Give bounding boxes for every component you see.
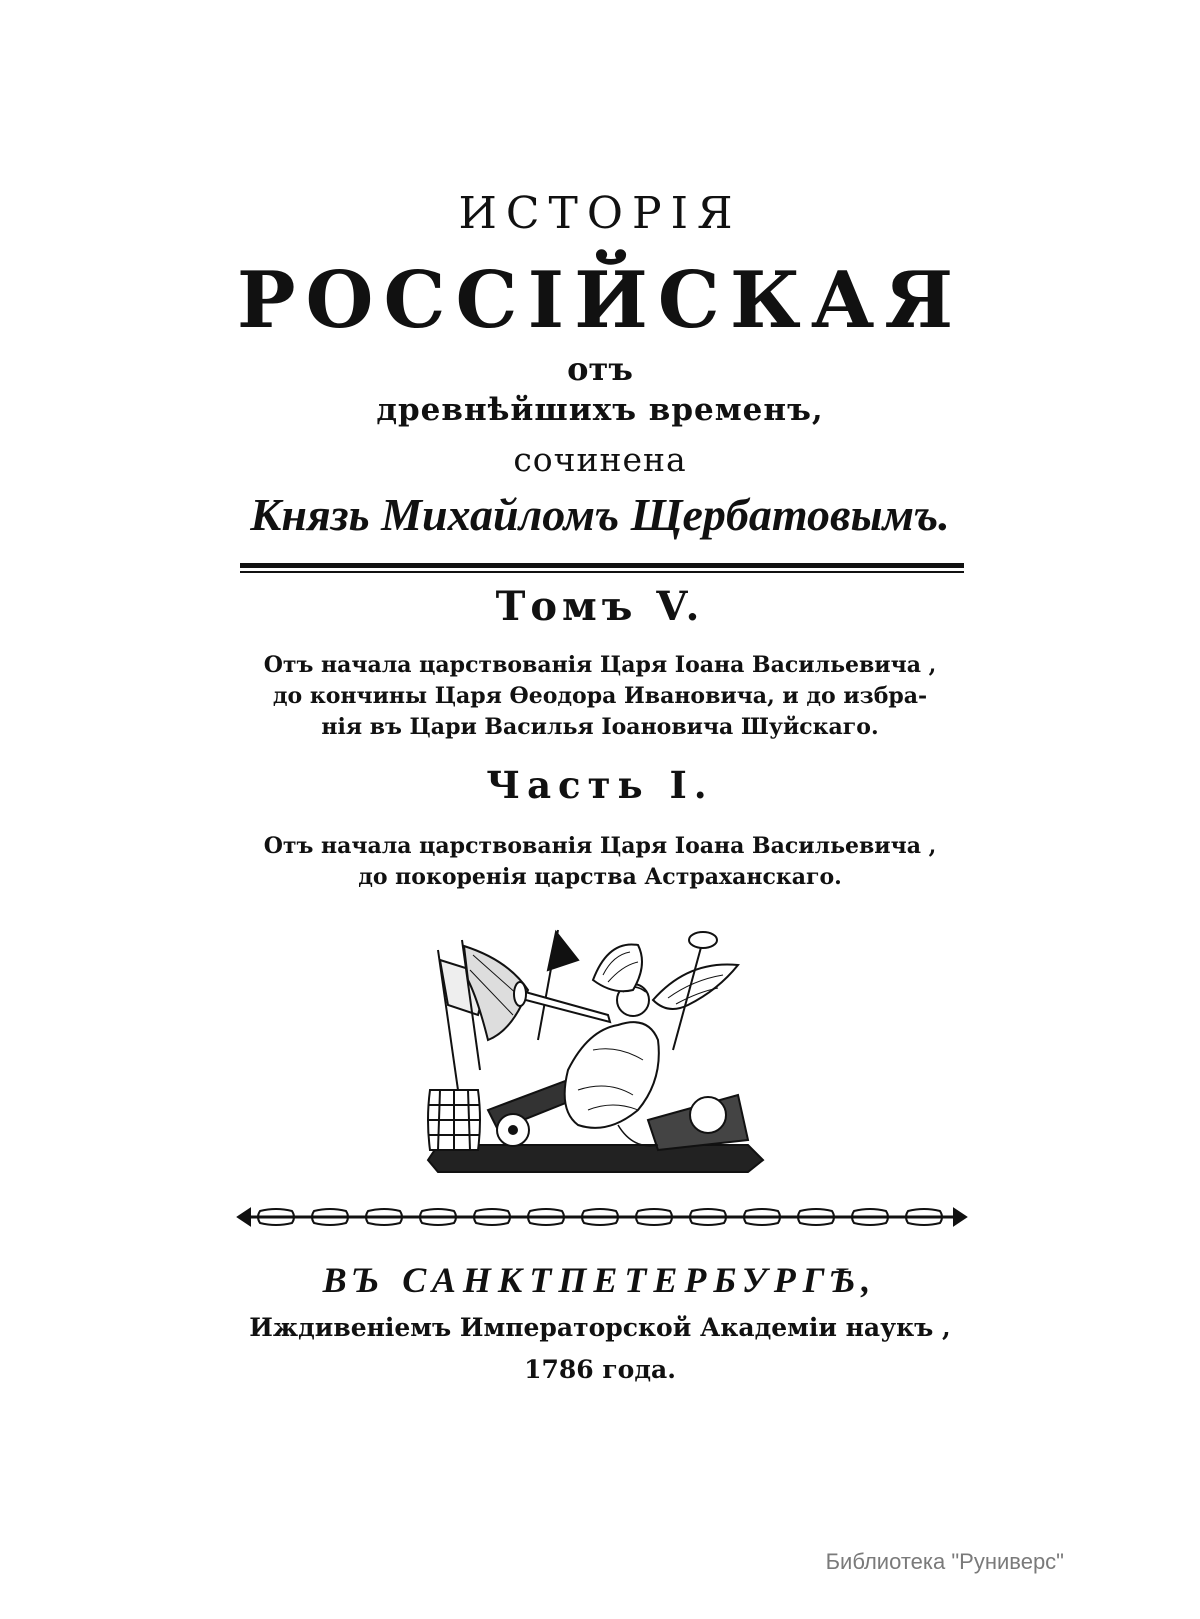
part-heading: Часть I. <box>486 763 714 807</box>
volume-heading: Томъ V. <box>495 583 705 630</box>
title-line-4: древнѣйшихъ временъ, <box>376 392 824 428</box>
imprint-place: ВЪ САНКТПЕТЕРБУРГѢ, <box>322 1260 878 1300</box>
title-line-1: ИСТОРІЯ <box>458 188 742 239</box>
part-desc-line-1: Отъ начала царствованія Царя Іоана Васильевича , <box>263 833 937 859</box>
imprint-year: 1786 года. <box>524 1355 676 1384</box>
volume-desc-line-3: нія въ Цари Василья Іоановича Шуйскаго. <box>321 714 879 740</box>
author-line: Князь Михайломъ Щербатовымъ. <box>250 489 950 540</box>
double-rule-thin <box>240 571 964 573</box>
chain-ornament-icon <box>236 1205 968 1229</box>
volume-desc-line-1: Отъ начала царствованія Царя Іоана Васильевича , <box>263 652 937 678</box>
allegorical-vignette-icon <box>418 920 778 1180</box>
volume-desc-line-2: до кончины Царя Ѳеодора Ивановича, и до избра- <box>272 683 928 709</box>
part-desc-line-2: до покоренія царства Астраханскаго. <box>358 864 842 890</box>
title-line-2: РОССІЙСКАЯ <box>236 255 964 346</box>
imprint-publisher: Иждивеніемъ Императорской Академіи наукъ , <box>249 1313 951 1342</box>
library-watermark: Библиотека "Руниверс" <box>825 1549 1064 1574</box>
title-line-5: сочинена <box>513 440 687 479</box>
double-rule-thick <box>240 563 964 568</box>
title-line-3: отъ <box>567 350 633 388</box>
